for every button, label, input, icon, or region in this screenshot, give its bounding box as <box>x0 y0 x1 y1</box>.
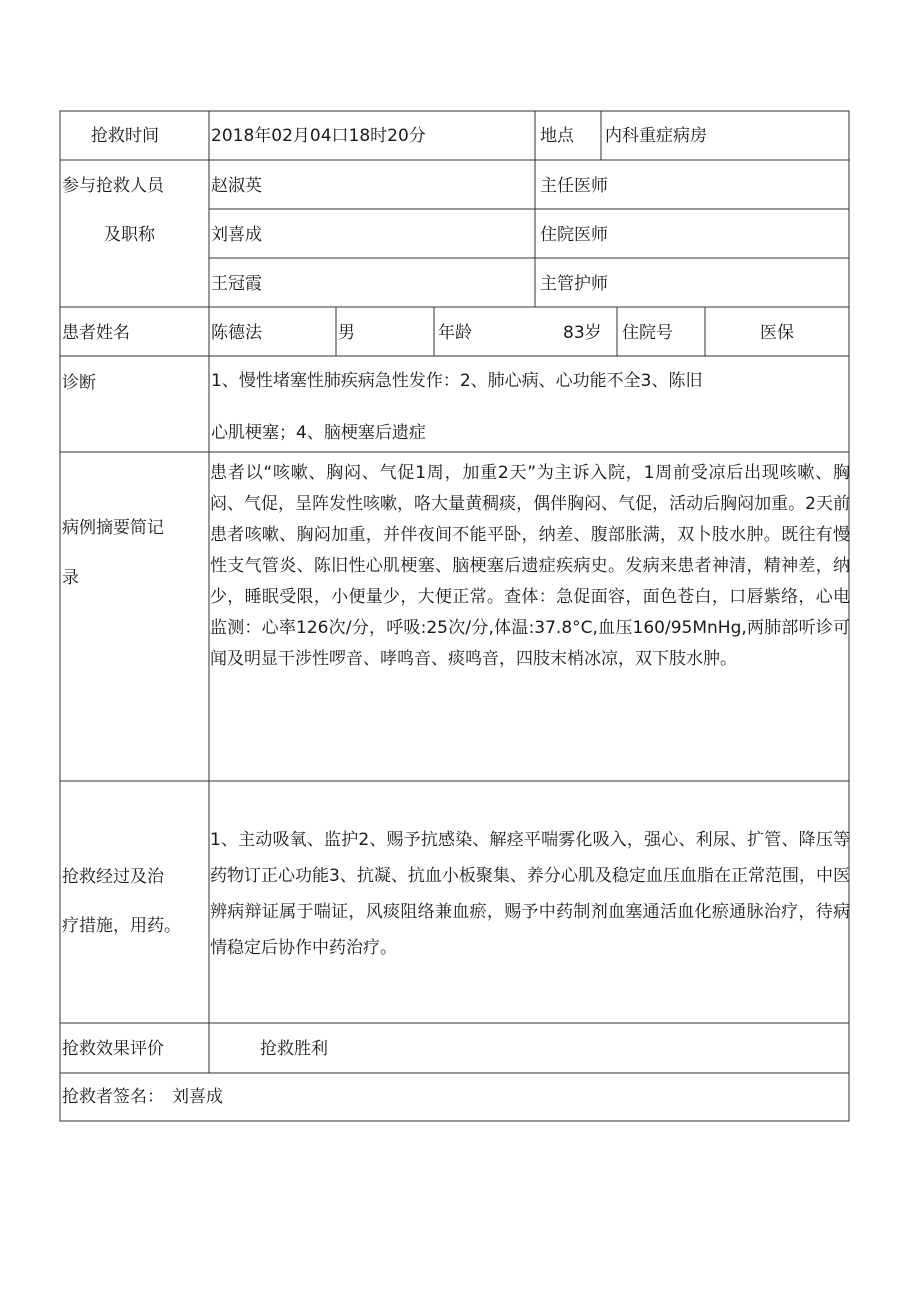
effect-value: 抢救胜利 <box>260 1039 328 1059</box>
staff-title-3: 主管护师 <box>540 274 608 294</box>
age-value: 83岁 <box>563 323 602 343</box>
staff-name-2: 刘喜成 <box>211 225 262 245</box>
insurance-type: 医保 <box>760 323 794 343</box>
summary-label-line1: 病例摘要简记 <box>62 518 164 538</box>
staff-title-2: 住院医师 <box>540 225 608 245</box>
diagnosis-line1: 1、慢性堵塞性肺疾病急性发作：2、肺心病、心功能不全3、陈旧 <box>211 371 703 391</box>
treatment-label-line2: 疗措施，用药。 <box>62 916 181 936</box>
staff-label-line1: 参与抢救人员 <box>62 176 164 196</box>
location-label: 地点 <box>540 126 574 146</box>
summary-label-line2: 录 <box>62 568 79 588</box>
treatment-text: 1、主动吸氧、监护2、赐予抗感染、解痉平喘雾化吸入，强心、利尿、扩管、降压等药物订正心功能3、抗凝、抗血小板聚集、养分心肌及稳定血压血脂在正常范围，中医辨病辩证属于喘证，风痰阻络兼血瘀，赐予中药制剂血塞通活血化瘀通脉治疗，待病情稳定后协作中药治疗。 <box>210 830 850 958</box>
location-value: 内科重症病房 <box>605 126 707 146</box>
staff-label-line2: 及职称 <box>104 225 155 245</box>
diagnosis-label: 诊断 <box>62 373 96 393</box>
diagnosis-line2: 心肌梗塞；4、脑梗塞后遗症 <box>211 423 426 443</box>
signature-label: 抢救者签名： <box>62 1087 164 1107</box>
patient-name-label: 患者姓名 <box>62 323 130 343</box>
age-label: 年龄 <box>438 323 472 343</box>
staff-name-3: 王冠霞 <box>211 274 262 294</box>
effect-label: 抢救效果评价 <box>62 1039 164 1059</box>
admission-no-label: 住院号 <box>622 323 673 343</box>
rescue-time-value: 2018年02月04口18时20分 <box>211 126 426 146</box>
treatment-label-line1: 抢救经过及治 <box>62 867 164 887</box>
rescue-time-label: 抢救时间 <box>91 126 159 146</box>
case-summary-text: 患者以“咳嗽、胸闷、气促1周，加重2天”为主诉入院，1周前受凉后出现咳嗽、胸闷、气促，呈阵发性咳嗽，咯大量黄稠痰，偶伴胸闷、气促，活动后胸闷加重。2天前患者咳嗽、胸闷加重，并伴夜间不能平卧，纳差、腹部胀满，双卜肢水肿。既往有慢性支气管炎、陈旧性心肌梗塞、脑梗塞后遗症疾病史。发病来患者神清，精神差，纳少，睡眠受限，小便量少，大便正常。查体：急促面容，面色苍白，口唇紫络，心电监测：心率126次/分，呼吸:25次/分,体温:37.8°C,血压160/95MnHg,两肺部听诊可闻及明显干涉性啰音、哮鸣音、痰鸣音，四肢末梢冰凉，双下肢水肿。 <box>210 463 850 669</box>
staff-name-1: 赵淑英 <box>211 176 262 196</box>
patient-sex: 男 <box>338 323 355 343</box>
staff-title-1: 主任医师 <box>540 176 608 196</box>
signature-value: 刘喜成 <box>172 1087 223 1107</box>
patient-name: 陈德法 <box>211 323 262 343</box>
